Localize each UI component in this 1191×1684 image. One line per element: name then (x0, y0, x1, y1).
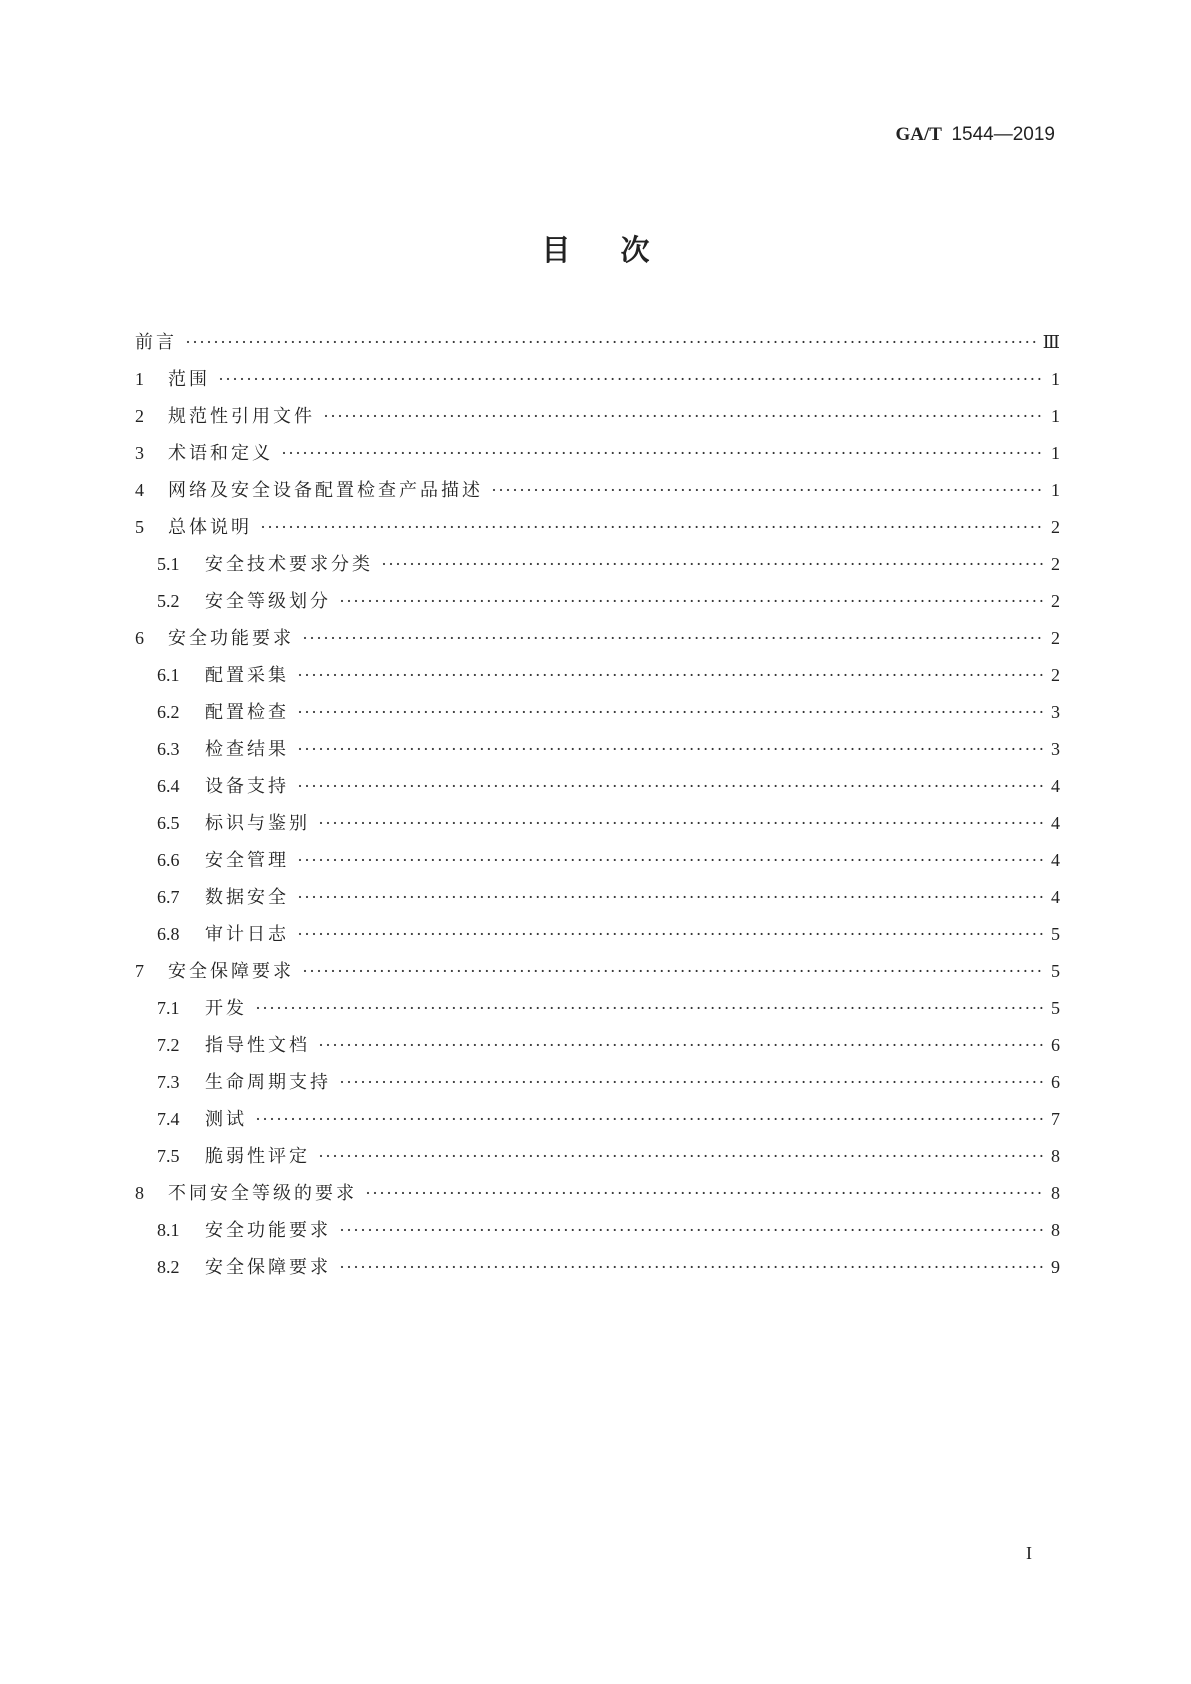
toc-entry[interactable] (135, 439, 1060, 476)
leader-dots (218, 369, 1044, 390)
leader-dots (302, 961, 1044, 982)
leader-dots (260, 517, 1044, 538)
leader-dots (339, 1072, 1044, 1093)
toc-entry-page: 2 (1051, 665, 1060, 685)
toc-entry-title: 安全技术要求分类 (205, 554, 373, 574)
leader-dots (318, 1146, 1044, 1167)
toc-entry-number: 6.6 (157, 850, 180, 870)
leader-dots (255, 998, 1044, 1019)
toc-entry[interactable] (135, 883, 1060, 920)
leader-dots (297, 850, 1044, 871)
toc-entry[interactable] (135, 513, 1060, 550)
toc-entry-page: 4 (1051, 850, 1060, 870)
toc-entry-page: 7 (1051, 1109, 1060, 1129)
leader-dots (297, 702, 1044, 723)
leader-dots (185, 332, 1037, 353)
toc-entry-number: 7.1 (157, 998, 180, 1018)
toc-entry[interactable] (135, 1179, 1060, 1216)
toc-entry-title: 审计日志 (205, 924, 289, 944)
toc-entry[interactable] (135, 328, 1060, 365)
toc-entry-number: 8 (135, 1183, 144, 1203)
toc-entry[interactable] (135, 994, 1060, 1031)
leader-dots (318, 813, 1044, 834)
page-number: I (1026, 1543, 1032, 1563)
leader-dots (297, 665, 1044, 686)
toc-entry-page: 4 (1051, 776, 1060, 796)
toc-entry[interactable] (135, 735, 1060, 772)
toc-entry-page: 1 (1051, 406, 1060, 426)
leader-dots (297, 887, 1044, 908)
toc-entry-title: 配置检查 (205, 702, 289, 722)
toc-entry-title: 安全保障要求 (205, 1257, 331, 1277)
standard-number: 1544—2019 (951, 124, 1055, 145)
toc-entry-number: 8.1 (157, 1220, 180, 1240)
standard-prefix: GA/T (895, 124, 942, 145)
toc-entry-title: 范围 (168, 369, 210, 389)
toc-entry-number: 6 (135, 628, 144, 648)
toc-entry[interactable] (135, 846, 1060, 883)
toc-entry-number: 1 (135, 369, 144, 389)
leader-dots (339, 591, 1044, 612)
toc-entry-number: 7.2 (157, 1035, 180, 1055)
toc-entry[interactable] (135, 476, 1060, 513)
leader-dots (255, 1109, 1044, 1130)
toc-entry-number: 5.1 (157, 554, 180, 574)
leader-dots (365, 1183, 1044, 1204)
toc-entry-number: 6.8 (157, 924, 180, 944)
toc-entry-page: 2 (1051, 554, 1060, 574)
toc-entry-page: 8 (1051, 1183, 1060, 1203)
toc-entry-page: 5 (1051, 998, 1060, 1018)
toc-entry-page: 2 (1051, 517, 1060, 537)
standard-code-header (896, 124, 1056, 146)
toc-entry[interactable] (135, 587, 1060, 624)
toc-entry-title: 前言 (135, 332, 177, 352)
toc-entry-title: 脆弱性评定 (205, 1146, 310, 1166)
toc-entry-page: 9 (1051, 1257, 1060, 1277)
toc-entry-title: 检查结果 (205, 739, 289, 759)
toc-entry-number: 2 (135, 406, 144, 426)
toc-entry-number: 6.3 (157, 739, 180, 759)
toc-entry[interactable] (135, 1105, 1060, 1142)
leader-dots (302, 628, 1044, 649)
toc-entry[interactable] (135, 698, 1060, 735)
toc-entry-number: 7.3 (157, 1072, 180, 1092)
toc-entry-page: 5 (1051, 924, 1060, 944)
toc-entry-number: 6.2 (157, 702, 180, 722)
toc-entry-number: 7.5 (157, 1146, 180, 1166)
toc-entry-number: 8.2 (157, 1257, 180, 1277)
toc-entry-number: 3 (135, 443, 144, 463)
leader-dots (491, 480, 1044, 501)
toc-entry-page: 6 (1051, 1072, 1060, 1092)
toc-entry-title: 标识与鉴别 (205, 813, 310, 833)
toc-entry[interactable] (135, 1031, 1060, 1068)
toc-entry-title: 术语和定义 (168, 443, 273, 463)
toc-entry-title: 不同安全等级的要求 (168, 1183, 357, 1203)
toc-entry[interactable] (135, 1068, 1060, 1105)
toc-entry-title: 配置采集 (205, 665, 289, 685)
toc-entry-page: 6 (1051, 1035, 1060, 1055)
toc-entry-title: 总体说明 (168, 517, 252, 537)
toc-entry-title: 网络及安全设备配置检查产品描述 (168, 480, 483, 500)
toc-entry[interactable] (135, 957, 1060, 994)
toc-entry[interactable] (135, 1216, 1060, 1253)
toc-entry[interactable] (135, 402, 1060, 439)
toc-entry-number: 7 (135, 961, 144, 981)
toc-entry[interactable] (135, 1142, 1060, 1179)
leader-dots (339, 1220, 1044, 1241)
toc-entry-number: 6.4 (157, 776, 180, 796)
toc-entry-number: 5 (135, 517, 144, 537)
toc-entry-number: 7.4 (157, 1109, 180, 1129)
toc-entry-page: 1 (1051, 443, 1060, 463)
page-title: 目次 (541, 233, 700, 267)
toc-entry-title: 安全功能要求 (168, 628, 294, 648)
leader-dots (297, 776, 1044, 797)
toc-entry[interactable] (135, 809, 1060, 846)
toc-entry[interactable] (135, 624, 1060, 661)
toc-entry-page: 1 (1051, 480, 1060, 500)
leader-dots (318, 1035, 1044, 1056)
table-of-contents (135, 328, 1060, 1290)
toc-entry-number: 6.7 (157, 887, 180, 907)
toc-entry-title: 指导性文档 (205, 1035, 310, 1055)
toc-entry-title: 安全等级划分 (205, 591, 331, 611)
leader-dots (281, 443, 1044, 464)
toc-entry-page: 4 (1051, 813, 1060, 833)
toc-entry-number: 4 (135, 480, 144, 500)
toc-entry-page: 4 (1051, 887, 1060, 907)
leader-dots (297, 924, 1044, 945)
toc-entry-page: 8 (1051, 1146, 1060, 1166)
toc-entry-number: 6.5 (157, 813, 180, 833)
toc-entry-number: 6.1 (157, 665, 180, 685)
toc-entry[interactable] (135, 550, 1060, 587)
leader-dots (297, 739, 1044, 760)
toc-entry-number: 5.2 (157, 591, 180, 611)
toc-entry-title: 规范性引用文件 (168, 406, 315, 426)
leader-dots (381, 554, 1044, 575)
toc-entry-title: 安全功能要求 (205, 1220, 331, 1240)
toc-entry[interactable] (135, 772, 1060, 809)
toc-entry-page: 2 (1051, 591, 1060, 611)
toc-entry[interactable] (135, 365, 1060, 402)
toc-entry-page: 8 (1051, 1220, 1060, 1240)
leader-dots (323, 406, 1044, 427)
toc-entry-title: 安全管理 (205, 850, 289, 870)
toc-entry-title: 数据安全 (205, 887, 289, 907)
toc-entry[interactable] (135, 1253, 1060, 1290)
toc-entry-page: 5 (1051, 961, 1060, 981)
toc-entry-page: Ⅲ (1042, 332, 1060, 352)
toc-entry-page: 2 (1051, 628, 1060, 648)
toc-entry-title: 开发 (205, 998, 247, 1018)
toc-entry-title: 测试 (205, 1109, 247, 1129)
toc-entry-title: 设备支持 (205, 776, 289, 796)
toc-entry-title: 安全保障要求 (168, 961, 294, 981)
toc-entry[interactable] (135, 661, 1060, 698)
toc-entry-page: 3 (1051, 702, 1060, 722)
toc-entry[interactable] (135, 920, 1060, 957)
toc-entry-title: 生命周期支持 (205, 1072, 331, 1092)
toc-entry-page: 1 (1051, 369, 1060, 389)
leader-dots (339, 1257, 1044, 1278)
toc-entry-page: 3 (1051, 739, 1060, 759)
